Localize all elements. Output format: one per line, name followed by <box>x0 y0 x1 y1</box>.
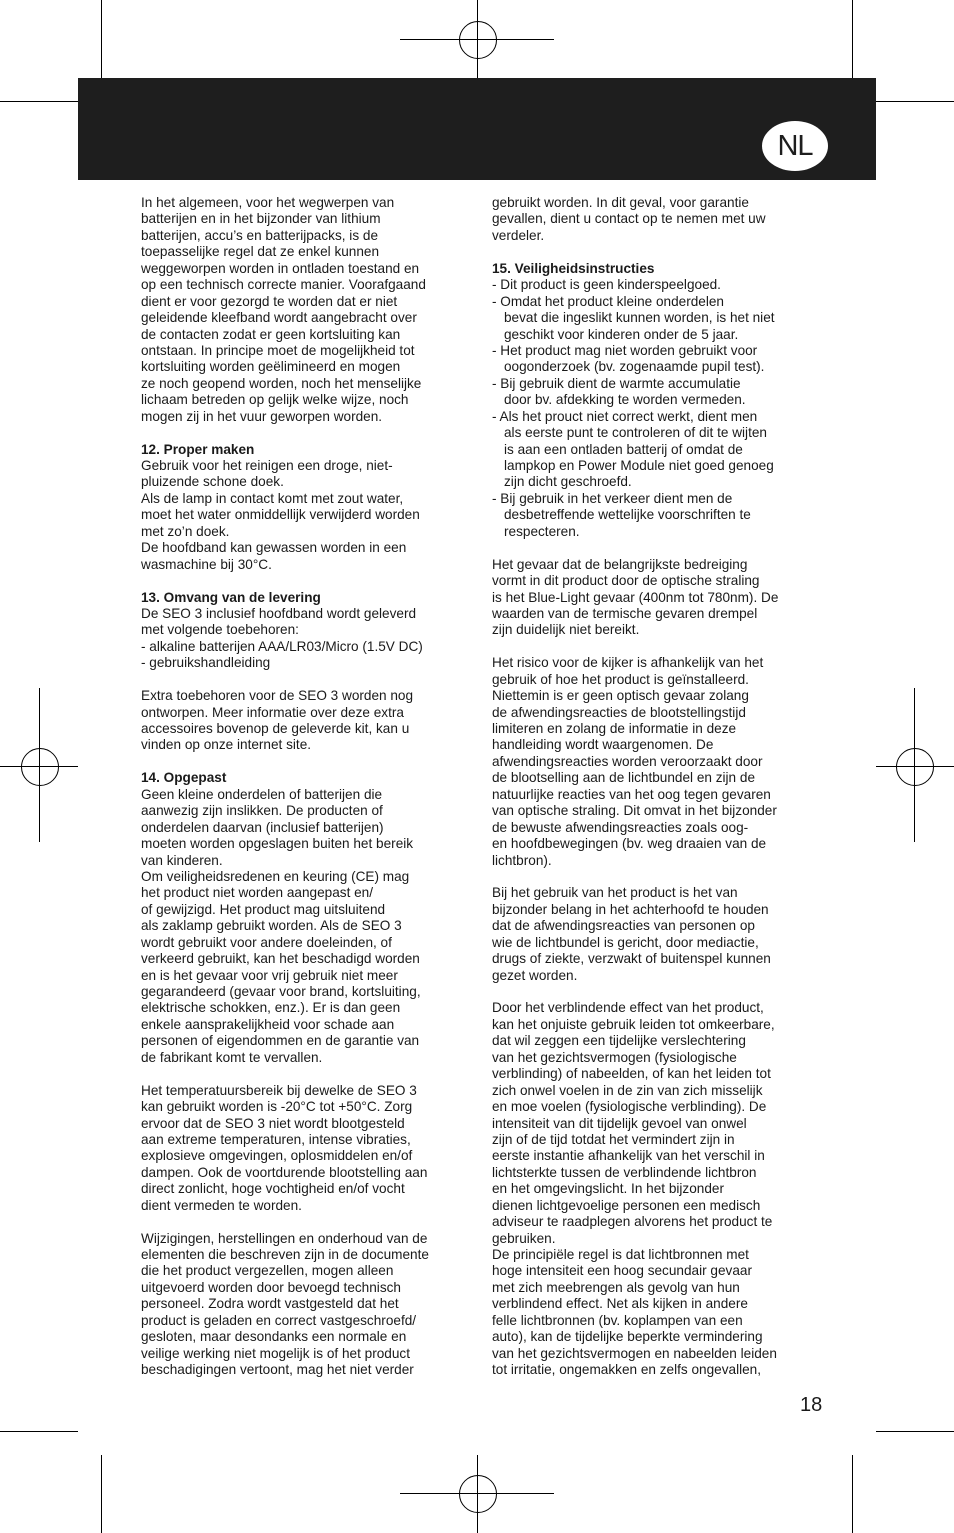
text-line: oogonderzoek (bv. zogenaamde pupil test). <box>504 359 765 375</box>
text-line: verblindend effect. Net als kijken in andere <box>492 1296 748 1312</box>
text-line: handleiding wordt waargenomen. De <box>492 737 714 753</box>
text-line: lichtsterkte tussen de verblindende lichtbron <box>492 1164 757 1180</box>
page-number: 18 <box>800 1394 823 1416</box>
text-line: dat de afwendingsreacties van personen op <box>492 918 755 934</box>
text-line: het product niet worden aangepast en/ <box>141 885 374 901</box>
text-line: De principiële regel is dat lichtbronnen met <box>492 1247 749 1262</box>
crop-mark <box>0 101 78 102</box>
text-line: respecteren. <box>504 523 580 539</box>
text-line: mogen zij in het vuur geworpen worden. <box>141 408 383 424</box>
text-line: enkele aansprakelijkheid voor schade aan <box>141 1016 395 1032</box>
right-column <box>492 195 778 1379</box>
text-line: lichaam betreden op gelijk welke wijze, noch <box>141 392 409 408</box>
text-line: Extra toebehoren voor de SEO 3 worden nog <box>141 688 414 704</box>
text-line: gebruiken. <box>492 1230 556 1246</box>
text-line: wie de lichtbundel is gericht, door mediactie, <box>492 934 759 950</box>
text-line: zijn of de tijd totdat het vermindert zijn in <box>492 1131 735 1147</box>
text-line: met zich meebrengen als gevolg van hun <box>492 1279 740 1295</box>
text-line: In het algemeen, voor het wegwerpen van <box>141 195 395 210</box>
text-line: - gebruikshandleiding <box>141 655 271 671</box>
text-line: die het product vergezellen, mogen alleen <box>141 1263 394 1279</box>
text-line: gevallen, dient u contact op te nemen met uw <box>492 211 766 227</box>
text-line: dienen lichtgevoelige personen een medisch <box>492 1197 761 1213</box>
text-line: toepasselijke regel dat ze enkel kunnen <box>141 244 380 260</box>
text-line: Door het verblindende effect van het product, <box>492 1000 764 1016</box>
text-line <box>492 869 778 885</box>
text-line: moeten worden opgeslagen buiten het bereik <box>141 836 414 852</box>
text-line: moet het water onmiddellijk verwijderd worden <box>141 507 420 523</box>
text-line: kan gebruikt worden is -20°C tot +50°C. Zorg <box>141 1099 413 1115</box>
text-line: elementen die beschreven zijn in de documente <box>141 1247 429 1262</box>
text-line <box>141 1214 429 1230</box>
text-line: vormt in dit product door de optische straling <box>492 573 760 589</box>
text-line: van het gezichtsvermogen en nabeelden leiden <box>492 1345 777 1361</box>
text-line: en het omgevingslicht. In het bijzonder <box>492 1181 724 1197</box>
text-line: direct zonlicht, hoge vochtigheid en/of vocht <box>141 1181 405 1197</box>
text-line: - Omdat het product kleine onderdelen <box>492 293 724 309</box>
text-line: op een technisch correcte manier. Voorafgaand <box>141 277 426 293</box>
text-line: personen of eigendommen en de garantie van <box>141 1033 420 1049</box>
crop-mark <box>0 1431 78 1432</box>
text-line: ervoor dat de SEO 3 niet wordt blootgesteld <box>141 1115 405 1131</box>
text-line: lampkop en Power Module niet goed genoeg <box>504 458 774 473</box>
text-line: elektrische schokken, enz.). Er is dan geen <box>141 1000 401 1016</box>
crop-mark <box>852 0 853 78</box>
text-line: geleidende kleefband wordt aangebracht over <box>141 310 417 326</box>
text-line: Als de lamp in contact komt met zout water, <box>141 490 404 506</box>
text-line: en moe voelen (fysiologische verblinding). De <box>492 1099 767 1115</box>
text-line: ontstaan. In principe moet de mogelijkheid tot <box>141 342 415 358</box>
text-line: - Bij gebruik dient de warmte accumulatie <box>492 375 741 391</box>
text-line: gezet worden. <box>492 967 578 983</box>
text-line <box>141 672 429 688</box>
text-line: lichtbron). <box>492 852 552 868</box>
text-line: limiteren en zolang de informatie in deze <box>492 721 737 736</box>
text-line: - Als het prouct niet correct werkt, dient men <box>492 408 758 424</box>
text-line: van optische straling. Dit omvat in het bijzonder <box>492 803 777 819</box>
section-heading: 13. Omvang van de levering <box>141 589 321 605</box>
text-line: - Dit product is geen kinderspeelgoed. <box>492 277 721 293</box>
section-heading: 15. Veiligheidsinstructies <box>492 260 655 276</box>
text-line: en is het gevaar voor vrij gebruik niet meer <box>141 967 398 983</box>
crop-mark <box>852 1455 853 1533</box>
text-line: de bewuste afwendingsreacties zoals oog- <box>492 819 749 835</box>
text-line: natuurlijke reacties van het oog tegen gevaren <box>492 786 771 802</box>
text-line: - alkaline batterijen AAA/LR03/Micro (1.5V DC) <box>141 638 423 654</box>
text-line: van het gezichtsvermogen (fysiologische <box>492 1049 737 1065</box>
text-line: als eerste punt te controleren of dit te wijten <box>504 425 767 441</box>
text-line: - Het product mag niet worden gebruikt voor <box>492 342 758 358</box>
crop-mark <box>101 0 102 78</box>
section-heading: 12. Proper maken <box>141 441 255 457</box>
text-line: gesloten, maar desondanks een normale en <box>141 1329 407 1345</box>
text-line: weggeworpen worden in ontladen toestand en <box>141 260 420 276</box>
text-line: kan het onjuiste gebruik leiden tot omkeerbare, <box>492 1016 775 1032</box>
text-line: geschikt voor kinderen onder de 5 jaar. <box>504 326 739 342</box>
text-line: met volgende toebehoren: <box>141 622 299 638</box>
text-line: tot irritatie, ongemakken en zelfs ongevallen, <box>492 1362 762 1378</box>
text-line: batterijen, accu’s en batterijpacks, is de <box>141 227 379 243</box>
header-bar <box>78 78 876 180</box>
text-line: De SEO 3 inclusief hoofdband wordt geleverd <box>141 605 417 621</box>
text-line <box>141 425 429 441</box>
text-line: verdeler. <box>492 227 545 243</box>
text-line <box>492 639 778 655</box>
text-line: door bv. afdekking te worden vermeden. <box>504 392 746 408</box>
text-line: zijn dicht geschroefd. <box>504 474 632 490</box>
text-line: drugs of ziekte, verzwakt of buitenspel kunnen <box>492 951 771 967</box>
registration-circle <box>459 1475 497 1513</box>
crop-mark <box>876 1431 954 1432</box>
text-line: gebruikt worden. In dit geval, voor garantie <box>492 195 749 210</box>
text-line: verblinding) of nabeelden, of kan het leiden tot <box>492 1066 771 1082</box>
text-line: dient er voor gezorgd te worden dat er niet <box>141 293 398 309</box>
text-line: Niettemin is er geen optisch gevaar zolang <box>492 688 749 704</box>
text-line: Het gevaar dat de belangrijkste bedreiging <box>492 556 748 572</box>
text-line: - Bij gebruik in het verkeer dient men de <box>492 490 733 506</box>
text-line: vinden op onze internet site. <box>141 737 312 753</box>
text-line: Bij het gebruik van het product is het van <box>492 885 738 901</box>
text-line: van kinderen. <box>141 852 223 868</box>
section-heading: 14. Opgepast <box>141 770 227 786</box>
text-line: afwendingsreacties worden veroorzaakt door <box>492 753 763 769</box>
text-line: de fabrikant komt te vervallen. <box>141 1049 323 1065</box>
text-line: gegarandeerd (gevaar voor brand, kortsluiting, <box>141 984 421 999</box>
text-line: wasmachine bij 30°C. <box>141 556 272 572</box>
text-line: Het temperatuursbereik bij dewelke de SEO 3 <box>141 1082 417 1098</box>
text-line: product is geladen en correct vastgeschroefd/ <box>141 1312 417 1328</box>
text-line <box>141 1066 429 1082</box>
text-line: de afwendingsreacties de blootstellingstijd <box>492 704 746 720</box>
text-line: kortsluiting worden geëlimineerd en mogen <box>141 359 401 375</box>
text-line: Het risico voor de kijker is afhankelijk van het <box>492 655 764 671</box>
text-line: aan extreme temperaturen, intense vibraties, <box>141 1131 411 1147</box>
text-line: Gebruik voor het reinigen een droge, niet- <box>141 458 393 473</box>
text-line: bevat die ingeslikt kunnen worden, is het niet <box>504 310 775 326</box>
text-line: auto), kan de tijdelijke beperkte vermindering <box>492 1329 763 1345</box>
text-line: desbetreffende wettelijke voorschriften te <box>504 507 751 523</box>
text-line: de blootselling aan de lichtbundel en zijn de <box>492 770 756 786</box>
text-line: explosieve omgevingen, oplosmiddelen en/of <box>141 1148 413 1164</box>
text-line: felle lichtbronnen (bv. koplampen van een <box>492 1312 743 1328</box>
text-line: eerste instantie afhankelijk van het verschil in <box>492 1148 765 1164</box>
text-line <box>141 573 429 589</box>
text-line: De hoofdband kan gewassen worden in een <box>141 540 407 556</box>
text-line: aanwezig zijn inslikken. De producten of <box>141 803 383 819</box>
left-column <box>141 195 429 1379</box>
text-line: en hoofdbewegingen (bv. weg draaien van de <box>492 836 767 852</box>
crop-mark <box>876 101 954 102</box>
text-line: ontworpen. Meer informatie over deze extra <box>141 704 404 720</box>
text-line <box>492 540 778 556</box>
text-line: beschadigingen vertoont, mag het niet verder <box>141 1362 414 1378</box>
text-line: ze noch geopend worden, noch het menselijke <box>141 375 422 391</box>
text-line: is aan een ontladen batterij of omdat de <box>504 441 743 457</box>
text-line: wordt gebruikt voor andere doeleinden, of <box>141 934 392 950</box>
text-line: intensiteit van dit tijdelijk gevoel van onwel <box>492 1115 747 1131</box>
text-line: zich onwel voelen in de zin van zich misselijk <box>492 1082 763 1098</box>
text-line: dampen. Ook de voortdurende blootstelling aan <box>141 1164 428 1180</box>
text-line <box>141 754 429 770</box>
text-line: de contacten zodat er geen kortsluiting kan <box>141 326 401 342</box>
text-line: Wijzigingen, herstellingen en onderhoud van de <box>141 1230 428 1246</box>
language-badge: NL <box>762 121 828 171</box>
text-line <box>492 244 778 260</box>
text-line: dient vermeden te worden. <box>141 1197 302 1213</box>
text-line <box>492 984 778 1000</box>
registration-circle <box>459 21 497 59</box>
text-line: is het Blue-Light gevaar (400nm tot 780nm). De <box>492 589 779 605</box>
text-line: als zaklamp gebruikt worden. Als de SEO 3 <box>141 918 402 934</box>
text-line: pluizende schone doek. <box>141 474 284 490</box>
text-line: veilige werking niet mogelijk is of het product <box>141 1345 410 1361</box>
text-line: bijzonder belang in het achterhoofd te houden <box>492 901 769 917</box>
text-line: zijn duidelijk niet bereikt. <box>492 622 640 638</box>
registration-circle <box>21 748 59 786</box>
text-line: Geen kleine onderdelen of batterijen die <box>141 786 383 802</box>
text-line: verkeerd gebruikt, kan het beschadigd worden <box>141 951 420 967</box>
text-line: dat wil zeggen een tijdelijke verslechtering <box>492 1033 746 1049</box>
text-line: accessoires bovenop de geleverde kit, kan u <box>141 721 410 736</box>
text-line: waarden van de termische gevaren drempel <box>492 605 758 621</box>
text-line: hoge intensiteit een hoog secundair gevaar <box>492 1263 752 1279</box>
text-line: gebruik of hoe het product is geïnstalleerd. <box>492 671 749 687</box>
text-line: uitgevoerd worden door bevoegd technisch <box>141 1279 401 1295</box>
registration-circle <box>896 748 934 786</box>
text-line: of gewijzigd. Het product mag uitsluitend <box>141 901 386 917</box>
text-line: batterijen en in het bijzonder van lithium <box>141 211 381 227</box>
text-line: met zo’n doek. <box>141 523 230 539</box>
crop-mark <box>101 1455 102 1533</box>
text-line: Om veiligheidsredenen en keuring (CE) mag <box>141 868 410 884</box>
text-line: onderdelen daarvan (inclusief batterijen) <box>141 819 384 835</box>
text-line: adviseur te raadplegen alvorens het product te <box>492 1214 773 1230</box>
text-line: personeel. Zodra wordt vastgesteld dat het <box>141 1296 399 1312</box>
